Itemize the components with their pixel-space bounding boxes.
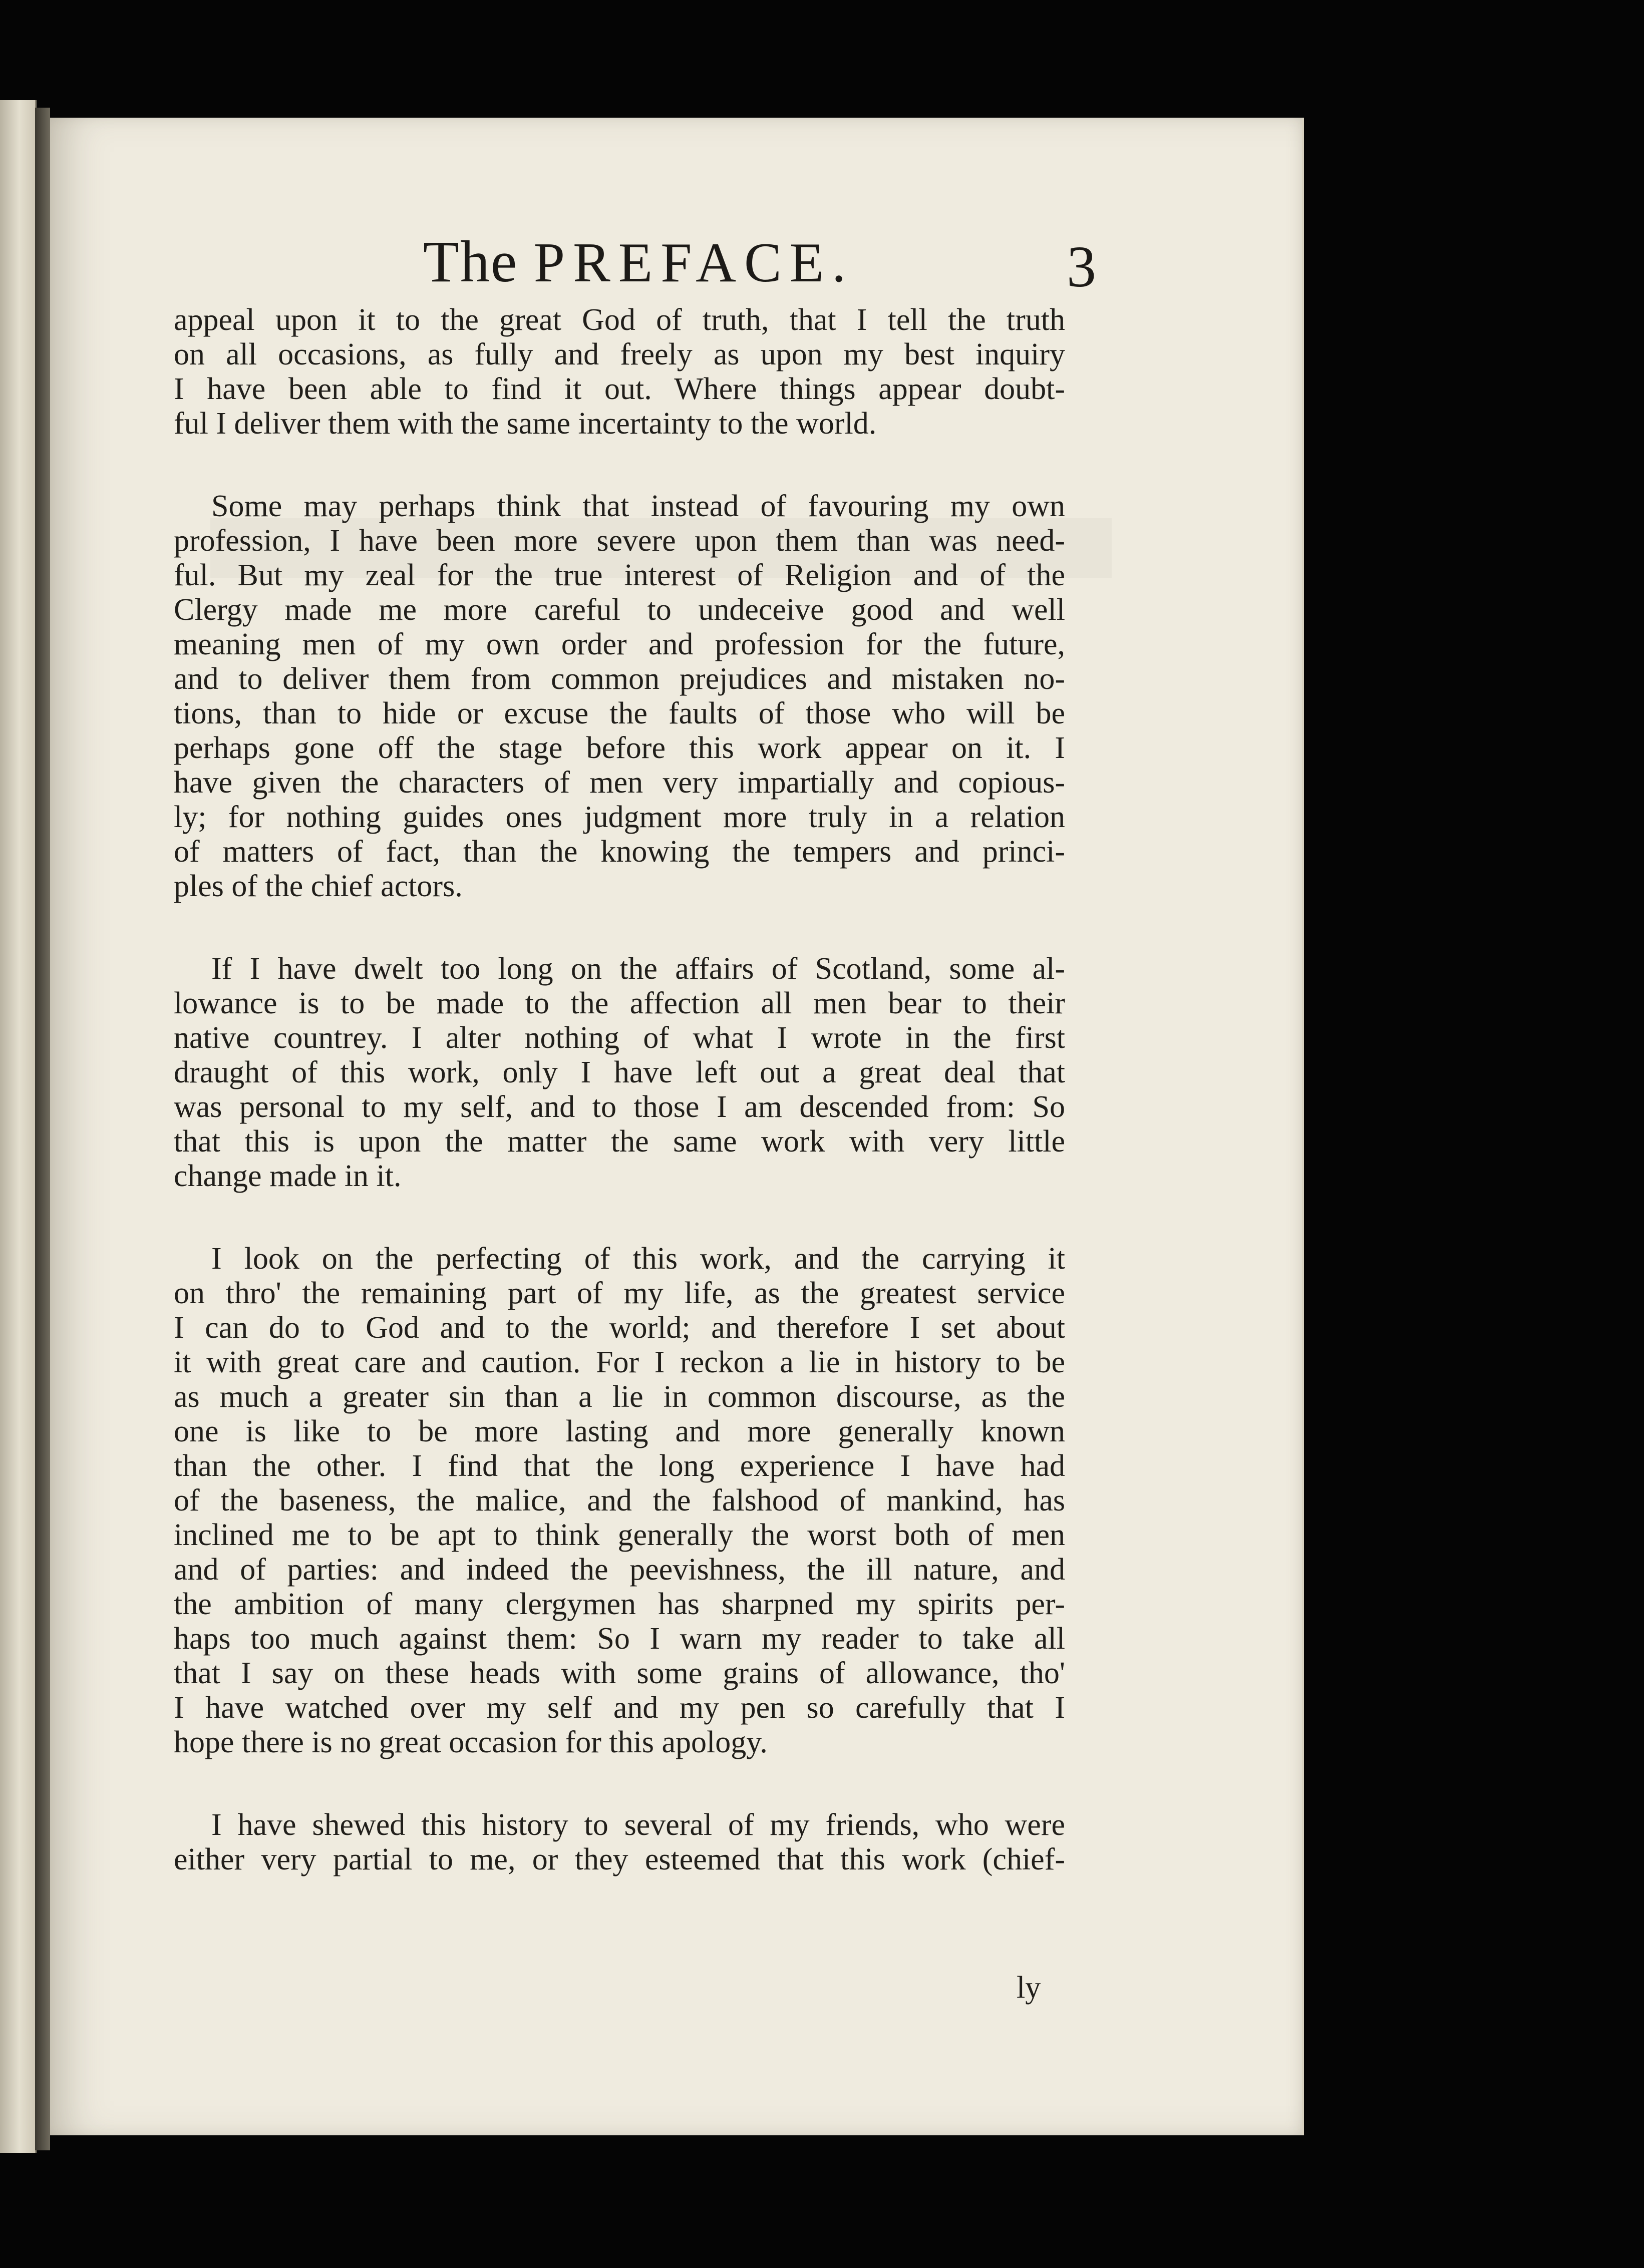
text-line: haps too much against them: So I warn my reader to take all bbox=[174, 1622, 1065, 1656]
text-line: profession, I have been more severe upon them than was need- bbox=[174, 524, 1065, 558]
page-title bbox=[346, 228, 931, 296]
text-line: of the baseness, the malice, and the falshood of mankind, has bbox=[174, 1483, 1065, 1518]
text-line: either very partial to me, or they esteemed that this work (chief- bbox=[174, 1842, 1065, 1876]
text-line: lowance is to be made to the affection all men bear to their bbox=[174, 986, 1065, 1020]
text-line: it with great care and caution. For I reckon a lie in history to be bbox=[174, 1345, 1065, 1379]
text-line: change made in it. bbox=[174, 1159, 402, 1193]
paragraph-3 bbox=[174, 952, 1065, 1194]
text-line: was personal to my self, and to those I am descended from: So bbox=[174, 1090, 1065, 1124]
text-line: that this is upon the matter the same work with very little bbox=[174, 1124, 1065, 1159]
text-line: appeal upon it to the great God of truth, that I tell the truth bbox=[174, 303, 1065, 337]
text-line: native countrey. I alter nothing of what I wrote in the first bbox=[174, 1021, 1065, 1055]
text-line: tions, than to hide or excuse the faults of those who will be bbox=[174, 696, 1065, 730]
title-preface: PREFACE. bbox=[533, 232, 854, 294]
book-gutter bbox=[35, 108, 50, 2150]
text-line: of matters of fact, than the knowing the tempers and princi- bbox=[174, 835, 1065, 869]
text-line: have given the characters of men very impartially and copious- bbox=[174, 766, 1065, 800]
text-line: the ambition of many clergymen has sharpned my spirits per- bbox=[174, 1587, 1065, 1621]
text-line: inclined me to be apt to think generally the worst both of men bbox=[174, 1518, 1065, 1552]
catchword: ly bbox=[1017, 1971, 1041, 2005]
text-line: meaning men of my own order and profession for the future, bbox=[174, 627, 1065, 661]
text-line: ly; for nothing guides ones judgment more truly in a relation bbox=[174, 800, 1065, 834]
paragraph-1 bbox=[174, 303, 1065, 441]
text-line: and to deliver them from common prejudices and mistaken no- bbox=[174, 662, 1065, 696]
text-line: that I say on these heads with some grains of allowance, tho' bbox=[174, 1656, 1065, 1690]
text-line: on all occasions, as fully and freely as upon my best inquiry bbox=[174, 337, 1065, 371]
text-line: on thro' the remaining part of my life, as the greatest service bbox=[174, 1276, 1065, 1310]
text-line: I can do to God and to the world; and therefore I set about bbox=[174, 1311, 1065, 1345]
text-line: hope there is no great occasion for this apology. bbox=[174, 1725, 768, 1759]
paragraph-4 bbox=[174, 1242, 1065, 1760]
title-the: The bbox=[423, 229, 518, 294]
text-line: I have watched over my self and my pen so carefully that I bbox=[174, 1691, 1065, 1725]
text-line: I have shewed this history to several of my friends, who were bbox=[211, 1808, 1065, 1842]
paragraph-2 bbox=[174, 489, 1065, 904]
text-line: than the other. I find that the long experience I have had bbox=[174, 1449, 1065, 1483]
text-line: one is like to be more lasting and more generally known bbox=[174, 1414, 1065, 1448]
book-page bbox=[50, 118, 1304, 2135]
previous-page-edge bbox=[0, 100, 37, 2153]
text-line: draught of this work, only I have left out a great deal that bbox=[174, 1055, 1065, 1089]
text-line: perhaps gone off the stage before this work appear on it. I bbox=[174, 731, 1065, 765]
running-header bbox=[50, 223, 1302, 298]
text-line: and of parties: and indeed the peevishness, the ill nature, and bbox=[174, 1553, 1065, 1587]
page-number: 3 bbox=[1067, 234, 1096, 299]
text-line: ful I deliver them with the same incertainty to the world. bbox=[174, 407, 877, 441]
text-line: Clergy made me more careful to undeceive good and well bbox=[174, 593, 1065, 627]
text-line: I look on the perfecting of this work, and the carrying it bbox=[211, 1242, 1065, 1276]
text-line: I have been able to find it out. Where things appear doubt- bbox=[174, 372, 1065, 406]
paragraph-5 bbox=[174, 1808, 1065, 1877]
body-text bbox=[174, 303, 1065, 1925]
text-line: ful. But my zeal for the true interest of Religion and of the bbox=[174, 558, 1065, 592]
text-line: as much a greater sin than a lie in common discourse, as the bbox=[174, 1380, 1065, 1414]
text-line: If I have dwelt too long on the affairs of Scotland, some al- bbox=[211, 952, 1065, 986]
text-line: Some may perhaps think that instead of favouring my own bbox=[211, 489, 1065, 523]
text-line: ples of the chief actors. bbox=[174, 869, 463, 903]
